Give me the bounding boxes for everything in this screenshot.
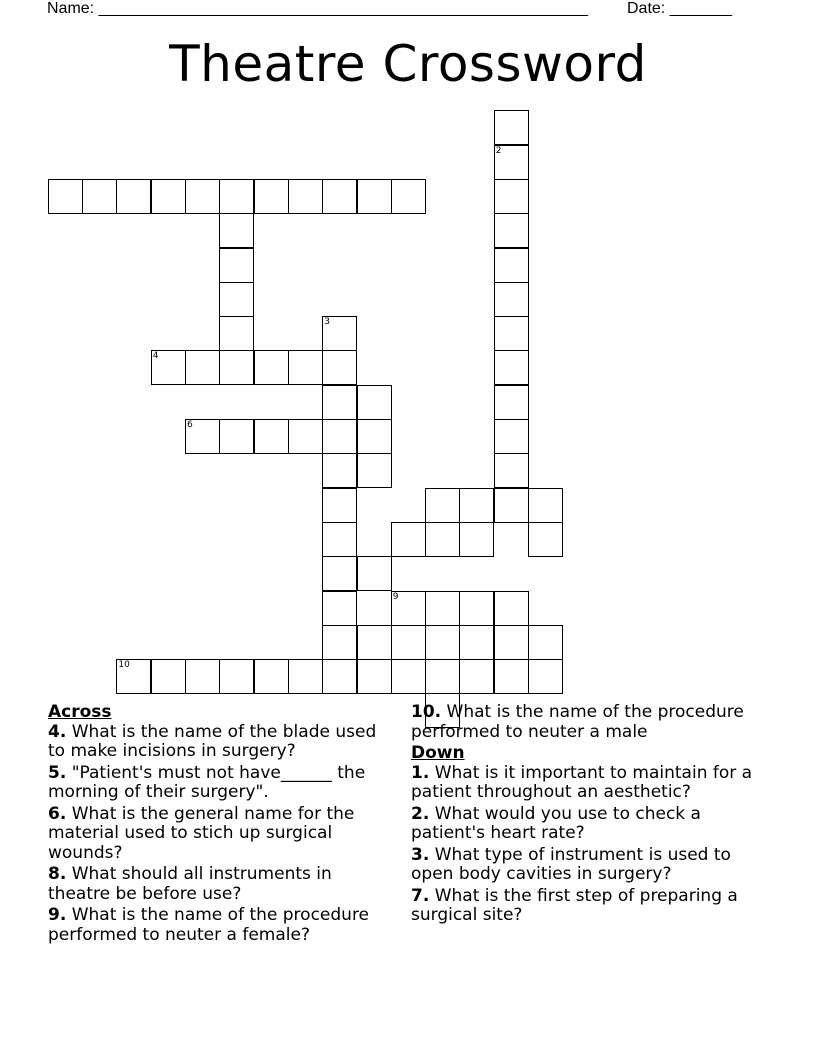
- grid-cell[interactable]: [219, 248, 254, 283]
- grid-cell[interactable]: [322, 385, 357, 420]
- grid-cell[interactable]: [254, 350, 289, 385]
- grid-cell[interactable]: [494, 179, 529, 214]
- grid-cell[interactable]: [288, 350, 323, 385]
- clue-down-3: [411, 846, 771, 885]
- grid-cell[interactable]: [494, 110, 529, 145]
- grid-cell[interactable]: [494, 213, 529, 248]
- grid-cell[interactable]: [459, 591, 494, 626]
- clue-text: What would you use to check a patient's heart rate?: [411, 803, 701, 843]
- clue-across-4: [48, 723, 393, 762]
- grid-cell[interactable]: [322, 179, 357, 214]
- grid-cell[interactable]: [48, 179, 83, 214]
- clue-text: What is the first step of preparing a surgical site?: [411, 885, 738, 925]
- grid-cell[interactable]: [357, 659, 392, 694]
- clue-number: 9.: [48, 905, 67, 925]
- grid-cell[interactable]: [494, 385, 529, 420]
- grid-cell[interactable]: [459, 625, 494, 660]
- grid-cell[interactable]: [219, 659, 254, 694]
- clue-number: 6.: [48, 803, 67, 824]
- clue-number: 10.: [411, 702, 442, 722]
- grid-cell[interactable]: [322, 591, 357, 626]
- clue-across-9: [48, 906, 393, 945]
- grid-cell[interactable]: [357, 453, 392, 488]
- grid-cell[interactable]: [254, 419, 289, 454]
- grid-cell[interactable]: [391, 522, 426, 557]
- grid-cell[interactable]: [494, 659, 529, 694]
- grid-cell[interactable]: [116, 659, 151, 694]
- grid-cell[interactable]: [357, 179, 392, 214]
- grid-cell[interactable]: [425, 522, 460, 557]
- clue-text: What is the name of the procedure performed to neuter a female?: [48, 905, 370, 945]
- cell-number: 6: [187, 420, 193, 430]
- clue-number: 4.: [48, 721, 67, 742]
- clue-number: 8.: [48, 864, 67, 884]
- clue-text: What is the name of the blade used to make incisions in surgery?: [48, 721, 377, 761]
- grid-cell[interactable]: [322, 625, 357, 660]
- grid-cell[interactable]: [219, 179, 254, 214]
- grid-cell[interactable]: [494, 625, 529, 660]
- grid-cell[interactable]: [494, 350, 529, 385]
- name-field[interactable]: Name: _______________________________________________________: [47, 0, 588, 17]
- grid-cell[interactable]: [151, 350, 186, 385]
- grid-cell[interactable]: [185, 419, 220, 454]
- grid-cell[interactable]: [459, 659, 494, 694]
- grid-cell[interactable]: [151, 659, 186, 694]
- clue-text: What is the general name for the material used to stich up surgical wounds?: [48, 803, 355, 863]
- grid-cell[interactable]: [494, 488, 529, 523]
- clues-right-column: [411, 703, 771, 928]
- cell-number: 2: [495, 145, 502, 156]
- grid-cell[interactable]: [219, 213, 254, 248]
- clue-text: What type of instrument is used to open body cavities in surgery?: [411, 844, 731, 884]
- grid-cell[interactable]: [494, 453, 529, 488]
- grid-cell[interactable]: [219, 350, 254, 385]
- clue-text: "Patient's must not have______ the morning of their surgery".: [48, 762, 366, 802]
- down-heading: Down: [411, 743, 465, 763]
- grid-cell[interactable]: [494, 591, 529, 626]
- grid-cell[interactable]: [494, 248, 529, 283]
- grid-cell[interactable]: [425, 625, 460, 660]
- cell-number: 9: [392, 591, 399, 602]
- grid-cell[interactable]: [528, 522, 563, 557]
- clue-across-8: [48, 865, 393, 904]
- grid-cell[interactable]: [185, 659, 220, 694]
- clue-number: 1.: [411, 762, 430, 783]
- grid-cell[interactable]: [494, 145, 529, 180]
- date-field[interactable]: Date: _______: [627, 0, 732, 17]
- grid-cell[interactable]: [116, 179, 151, 214]
- grid-cell[interactable]: [425, 591, 460, 626]
- cell-number: 4: [152, 351, 159, 362]
- grid-cell[interactable]: [391, 591, 426, 626]
- grid-cell[interactable]: [322, 316, 357, 351]
- cell-number: 10: [118, 660, 130, 671]
- clue-number: 7.: [411, 885, 430, 906]
- grid-cell[interactable]: [288, 179, 323, 214]
- grid-cell[interactable]: [322, 659, 357, 694]
- grid-cell[interactable]: [391, 179, 426, 214]
- clue-text: What is it important to maintain for a patient throughout an aesthetic?: [411, 762, 753, 802]
- clue-number: 2.: [411, 803, 430, 824]
- grid-cell[interactable]: [528, 488, 563, 523]
- clue-down-7: [411, 887, 771, 926]
- clue-text: What should all instruments in theatre be before use?: [48, 864, 332, 904]
- grid-cell[interactable]: [322, 350, 357, 385]
- clue-down-2: [411, 805, 771, 844]
- grid-cell[interactable]: [219, 282, 254, 317]
- grid-cell[interactable]: [322, 522, 357, 557]
- grid-cell[interactable]: [357, 625, 392, 660]
- grid-cell[interactable]: [494, 419, 529, 454]
- clue-number: 3.: [411, 844, 430, 865]
- grid-cell[interactable]: [494, 316, 529, 351]
- grid-cell[interactable]: [528, 625, 563, 660]
- grid-cell[interactable]: [288, 659, 323, 694]
- clue-across-6: [48, 805, 393, 864]
- grid-cell[interactable]: [185, 350, 220, 385]
- grid-cell[interactable]: [322, 556, 357, 591]
- grid-cell[interactable]: [254, 659, 289, 694]
- grid-cell[interactable]: [425, 659, 460, 694]
- grid-cell[interactable]: [82, 179, 117, 214]
- grid-cell[interactable]: [425, 488, 460, 523]
- cell-number: 3: [324, 317, 330, 328]
- grid-cell[interactable]: [219, 316, 254, 351]
- clue-number: 5.: [48, 762, 67, 783]
- grid-cell[interactable]: [528, 659, 563, 694]
- grid-cell[interactable]: [254, 179, 289, 214]
- across-heading: Across: [48, 702, 112, 722]
- grid-cell[interactable]: [185, 179, 220, 214]
- grid-cell[interactable]: [322, 488, 357, 523]
- grid-cell[interactable]: [322, 419, 357, 454]
- grid-cell[interactable]: [357, 556, 392, 591]
- grid-cell[interactable]: [288, 419, 323, 454]
- grid-cell[interactable]: [322, 453, 357, 488]
- grid-cell[interactable]: [357, 385, 392, 420]
- clue-across-10: [411, 703, 771, 742]
- grid-cell[interactable]: [151, 179, 186, 214]
- clues-left-column: [48, 703, 393, 947]
- grid-cell[interactable]: [459, 488, 494, 523]
- grid-cell[interactable]: [219, 419, 254, 454]
- clue-text: What is the name of the procedure performed to neuter a male: [411, 702, 744, 742]
- grid-cell[interactable]: [357, 419, 392, 454]
- clue-down-1: [411, 764, 771, 803]
- page-title: Theatre Crossword: [169, 35, 647, 93]
- grid-cell[interactable]: [459, 522, 494, 557]
- clue-across-5: [48, 764, 393, 803]
- grid-cell[interactable]: [494, 282, 529, 317]
- grid-cell[interactable]: [391, 659, 426, 694]
